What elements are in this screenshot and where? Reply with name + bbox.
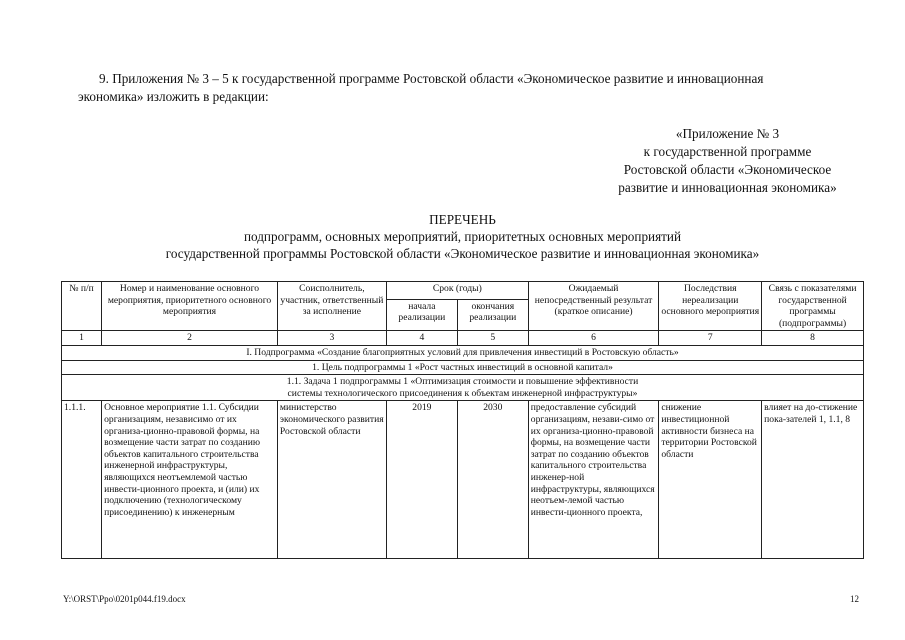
- header-term: Срок (годы): [386, 282, 528, 300]
- table-header-row: [62, 282, 864, 300]
- measures-table: [61, 281, 864, 559]
- appendix-line: к государственной программе: [643, 144, 812, 159]
- row-num: 1.1.1.: [62, 401, 102, 559]
- row-consequences: снижение инвестиционной активности бизнеса на территории Ростовской области: [659, 401, 762, 559]
- header-name: Номер и наименование основного мероприятия, приоритетного основного мероприятия: [102, 282, 278, 331]
- intro-line-1: 9. Приложения № 3 – 5 к государственной программе Ростовской области «Экономическое развитие и инновационная: [99, 71, 764, 86]
- task-line-1: 1.1. Задача 1 подпрограммы 1 «Оптимизация стоимости и повышение эффективности: [286, 376, 639, 388]
- heading-line-2: подпрограмм, основных мероприятий, приоритетных основных мероприятий: [243, 229, 682, 244]
- header-link: Связь с показателями государственной программы (подпрограммы): [762, 282, 864, 331]
- table-row: [62, 401, 864, 559]
- row-executor: министерство экономического развития Ростовской области: [277, 401, 386, 559]
- column-number: 1: [62, 331, 102, 346]
- column-number: 6: [528, 331, 659, 346]
- heading-line-3: государственной программы Ростовской области «Экономическое развитие и инновационная экономика»: [165, 246, 760, 261]
- row-link: влияет на до-стижение пока-зателей 1, 1.1, 8: [762, 401, 864, 559]
- header-end: окончания реализации: [457, 299, 528, 331]
- header-consequences: Последствия нереализации основного мероприятия: [659, 282, 762, 331]
- appendix-line: развитие и инновационная экономика»: [618, 180, 837, 195]
- footer-page-number: 12: [850, 594, 859, 604]
- document-heading: [40, 211, 885, 262]
- goal-row: [62, 360, 864, 375]
- goal-title: 1. Цель подпрограммы 1 «Рост частных инвестиций в основной капитал»: [62, 360, 864, 375]
- appendix-line: Ростовской области «Экономическое: [623, 162, 832, 177]
- intro-paragraph: [78, 70, 862, 106]
- intro-line-2: экономика» изложить в редакции:: [78, 89, 269, 104]
- task-line-2: системы технологического присоединения к объектам инженерной инфраструктуры»: [287, 387, 638, 399]
- heading-title: ПЕРЕЧЕНЬ: [429, 212, 496, 227]
- appendix-reference: [590, 125, 865, 197]
- appendix-line: «Приложение № 3: [675, 126, 780, 141]
- column-number: 3: [277, 331, 386, 346]
- column-numbers-row: [62, 331, 864, 346]
- column-number: 2: [102, 331, 278, 346]
- subprogram-row: [62, 345, 864, 360]
- row-start: 2019: [386, 401, 457, 559]
- subprogram-title: I. Подпрограмма «Создание благоприятных условий для привлечения инвестиций в Ростовскую область»: [62, 345, 864, 360]
- header-executor: Соисполнитель, участник, ответственный за исполнение: [277, 282, 386, 331]
- row-name: Основное мероприятие 1.1. Субсидии организациям, независимо от их организа-ционно-правовой формы, на возмещение части затрат по созданию объектов капитального строительства инженерной инфраструктуры, являющихся неотъемлемой частью инвести-ционного проекта, и (или) их подключению (технологическому присоединению) к инженерным: [102, 401, 278, 559]
- header-start: начала реализации: [386, 299, 457, 331]
- column-number: 4: [386, 331, 457, 346]
- header-result: Ожидаемый непосредственный результат (краткое описание): [528, 282, 659, 331]
- task-title: [62, 375, 864, 401]
- column-number: 8: [762, 331, 864, 346]
- row-end: 2030: [457, 401, 528, 559]
- footer-file-path: Y:\ORST\Ppo\0201p044.f19.docx: [63, 594, 186, 604]
- row-result: предоставление субсидий организациям, незави-симо от их организа-ционно-правовой формы, на возмещение части затрат по созданию объектов капитального строительства инженер-ной инфраструктуры, являющихся неотъем-лемой частью инвести-ционного проекта,: [528, 401, 659, 559]
- task-row: [62, 375, 864, 401]
- column-number: 7: [659, 331, 762, 346]
- column-number: 5: [457, 331, 528, 346]
- header-num: № п/п: [62, 282, 102, 331]
